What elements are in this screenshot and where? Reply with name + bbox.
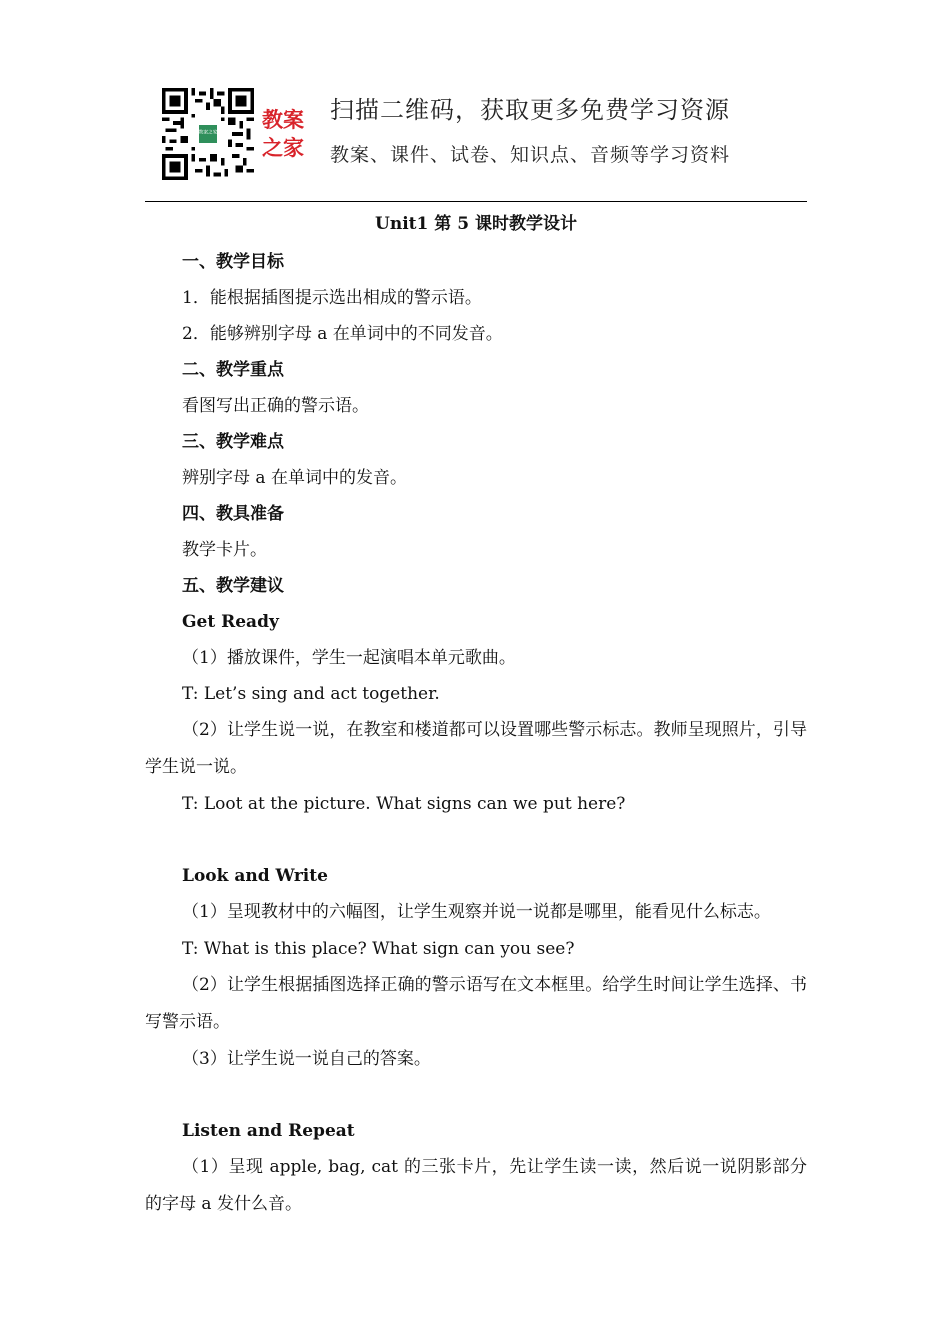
page-title: Unit1 第 5 课时教学设计 xyxy=(375,214,577,234)
objective-item-2: 2．能够辨别字母 a 在单词中的不同发音。 xyxy=(182,324,503,344)
spacer xyxy=(145,1077,807,1113)
header-banner xyxy=(162,88,782,183)
get-ready-teacher-line-1: T: Let’s sing and act together. xyxy=(182,684,440,704)
look-write-step-3: （3）让学生说一说自己的答案。 xyxy=(182,1049,431,1069)
materials-text: 教学卡片。 xyxy=(182,540,267,560)
get-ready-teacher-line-2: T: Loot at the picture. What signs can we put here? xyxy=(182,794,626,814)
get-ready-step-1: （1）播放课件，学生一起演唱本单元歌曲。 xyxy=(182,648,516,668)
slogan-secondary: 教案、课件、试卷、知识点、音频等学习资料 xyxy=(330,144,731,166)
document-body xyxy=(145,244,807,1223)
section-heading-key-points: 二、教学重点 xyxy=(182,360,284,380)
objective-item-1: 1．能根据插图提示选出相成的警示语。 xyxy=(182,288,482,308)
look-write-teacher-line: T: What is this place? What sign can you see? xyxy=(182,939,575,959)
qr-code-icon[interactable] xyxy=(162,88,254,180)
header-divider xyxy=(145,201,807,202)
subheading-look-and-write: Look and Write xyxy=(182,866,328,886)
key-points-text: 看图写出正确的警示语。 xyxy=(182,396,369,416)
subheading-get-ready: Get Ready xyxy=(182,612,279,632)
qr-center-label: 教案之家 xyxy=(198,130,218,136)
look-write-step-1: （1）呈现教材中的六幅图，让学生观察并说一说都是哪里，能看见什么标志。 xyxy=(182,902,771,922)
section-heading-difficulties: 三、教学难点 xyxy=(182,432,284,452)
logo-line-2: 之家 xyxy=(262,136,304,160)
difficulties-text: 辨别字母 a 在单词中的发音。 xyxy=(182,468,407,488)
site-logo xyxy=(262,106,322,166)
section-heading-suggestions: 五、教学建议 xyxy=(182,576,284,596)
subheading-listen-and-repeat: Listen and Repeat xyxy=(182,1121,355,1141)
spacer xyxy=(145,822,807,858)
look-write-step-2: （2）让学生根据插图选择正确的警示语写在文本框里。给学生时间让学生选择、书写警示语。 xyxy=(145,975,807,1032)
listen-repeat-step-1: （1）呈现 apple, bag, cat 的三张卡片，先让学生读一读，然后说一说阴影部分的字母 a 发什么音。 xyxy=(145,1157,807,1214)
logo-line-1: 教案 xyxy=(262,108,304,132)
slogan-primary: 扫描二维码，获取更多免费学习资源 xyxy=(330,96,730,124)
get-ready-step-2: （2）让学生说一说，在教室和楼道都可以设置哪些警示标志。教师呈现照片，引导学生说一说。 xyxy=(145,720,807,777)
section-heading-materials: 四、教具准备 xyxy=(182,504,284,524)
section-heading-objectives: 一、教学目标 xyxy=(182,252,284,272)
